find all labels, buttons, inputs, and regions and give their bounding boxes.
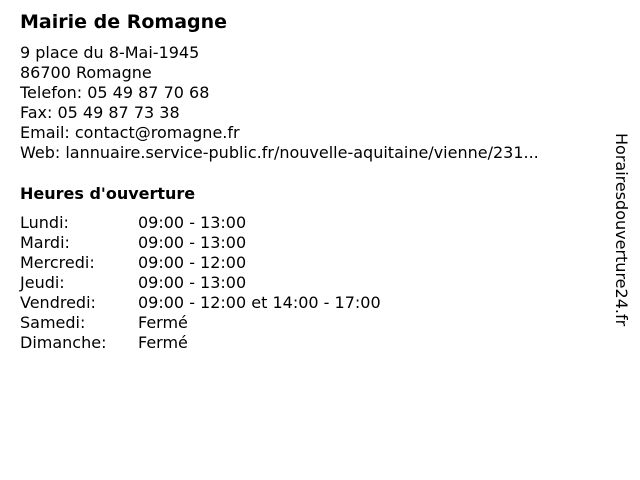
hours-row-lundi	[20, 213, 381, 233]
day-label: Samedi:	[20, 313, 86, 332]
day-hours: 09:00 - 12:00 et 14:00 - 17:00	[138, 293, 381, 312]
phone: Telefon: 05 49 87 70 68	[20, 83, 210, 102]
day-hours: Fermé	[138, 313, 188, 332]
page-title: Mairie de Romagne	[20, 11, 228, 33]
hours-row-vendredi	[20, 293, 381, 313]
day-label: Lundi:	[20, 213, 69, 232]
hours-table	[20, 213, 381, 353]
hours-title: Heures d'ouverture	[20, 184, 196, 203]
day-label: Jeudi:	[20, 273, 65, 292]
day-hours: 09:00 - 13:00	[138, 233, 247, 252]
day-hours: 09:00 - 12:00	[138, 253, 247, 272]
hours-row-mardi	[20, 233, 381, 253]
day-hours: 09:00 - 13:00	[138, 273, 247, 292]
day-label: Dimanche:	[20, 333, 107, 352]
day-label: Mercredi:	[20, 253, 95, 272]
day-hours: Fermé	[138, 333, 188, 352]
day-label: Mardi:	[20, 233, 70, 252]
site-watermark: Horairesdouverture24.fr	[612, 133, 631, 327]
contact-block	[20, 43, 539, 163]
hours-row-samedi	[20, 313, 381, 333]
fax: Fax: 05 49 87 73 38	[20, 103, 180, 122]
website: Web: lannuaire.service-public.fr/nouvelle-aquitaine/vienne/231...	[20, 143, 539, 162]
address-line-1: 9 place du 8-Mai-1945	[20, 43, 200, 62]
day-label: Vendredi:	[20, 293, 96, 312]
hours-row-mercredi	[20, 253, 381, 273]
hours-row-dimanche	[20, 333, 381, 353]
hours-row-jeudi	[20, 273, 381, 293]
address-line-2: 86700 Romagne	[20, 63, 152, 82]
email: Email: contact@romagne.fr	[20, 123, 240, 142]
day-hours: 09:00 - 13:00	[138, 213, 247, 232]
